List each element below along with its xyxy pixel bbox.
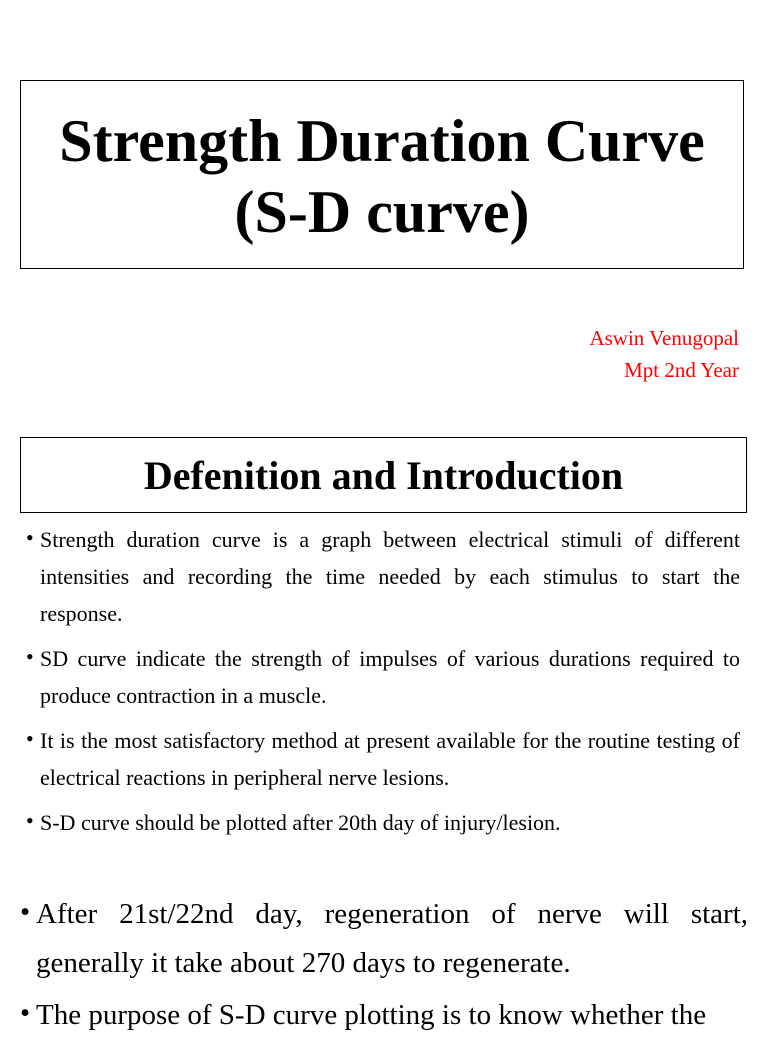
bullet-text: Strength duration curve is a graph between electrical stimuli of different intensities and recording the time needed by each stimulus to start the response. — [40, 527, 740, 626]
bullet-dot: • — [26, 808, 34, 833]
large-bullet-text: The purpose of S-D curve plotting is to know whether the — [36, 999, 707, 1031]
section-heading-box — [20, 437, 747, 513]
large-bullet-text: After 21st/22nd day, regeneration of nerve will start, generally it take about 270 days to regenerate. — [36, 898, 748, 979]
title-line-2: (S-D curve) — [234, 178, 530, 245]
bullet-dot: • — [26, 644, 34, 669]
bullet-text: S-D curve should be plotted after 20th day of injury/lesion. — [40, 810, 561, 835]
bullet-text: It is the most satisfactory method at present available for the routine testing of electrical reactions in peripheral nerve lesions. — [40, 728, 740, 790]
large-bullet-list — [20, 890, 748, 1043]
large-bullet-item — [20, 991, 748, 1040]
bullet-dot: • — [26, 726, 34, 751]
bullet-item — [26, 640, 740, 714]
section-heading: Defenition and Introduction — [143, 452, 624, 498]
bullet-item — [26, 521, 740, 632]
title-line-1: Strength Duration Curve — [59, 107, 705, 174]
bullet-dot: • — [20, 997, 31, 1029]
bullet-item — [26, 722, 740, 796]
bullet-dot: • — [26, 525, 34, 550]
title-box — [20, 80, 744, 269]
large-bullet-item — [20, 890, 748, 988]
bullet-text: SD curve indicate the strength of impulses of various durations required to produce contraction in a muscle. — [40, 646, 740, 708]
author-year: Mpt 2nd Year — [624, 358, 739, 382]
bullet-list — [26, 521, 740, 849]
author-name: Aswin Venugopal — [589, 326, 739, 350]
bullet-item — [26, 804, 740, 841]
bullet-dot: • — [20, 896, 31, 928]
